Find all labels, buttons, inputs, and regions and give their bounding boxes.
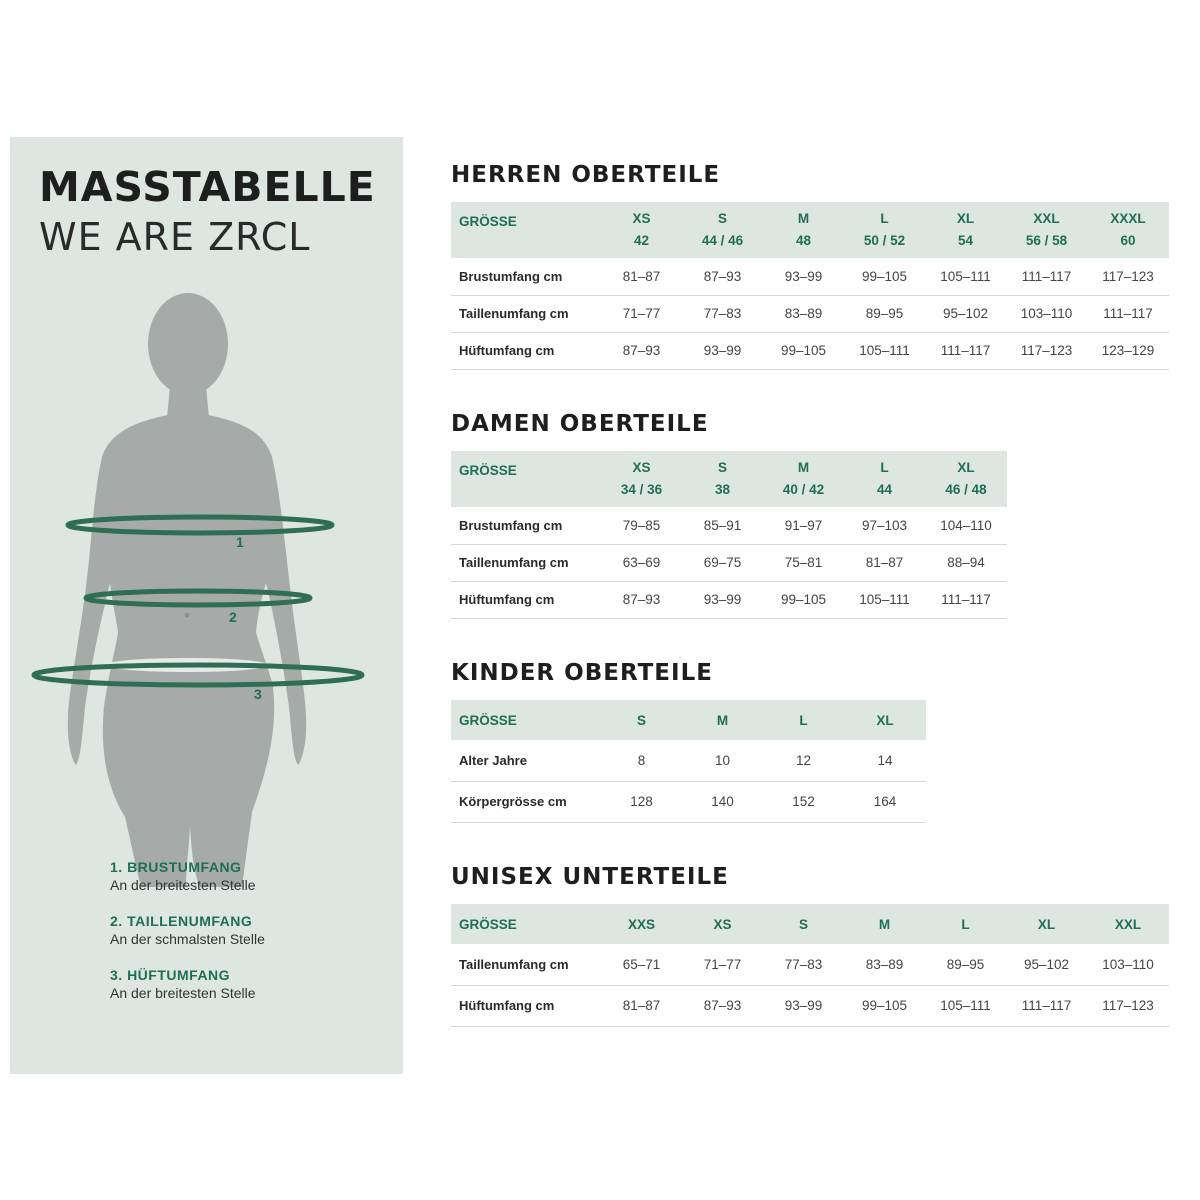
size-header-text: L <box>880 211 889 226</box>
size-header <box>682 202 763 258</box>
table-cell: 89–95 <box>844 295 925 332</box>
table-cell: 95–102 <box>925 295 1006 332</box>
table-cell: 104–110 <box>925 507 1007 544</box>
size-header <box>925 451 1007 507</box>
table-cell: 85–91 <box>682 507 763 544</box>
table-cell: Taillenumfang cm <box>451 944 601 985</box>
table-row <box>451 581 1007 618</box>
size-header: XL <box>844 700 926 740</box>
table-cell: Alter Jahre <box>451 740 601 781</box>
legend-item-waist: 2. TAILLENUMFANG An der schmalsten Stelle <box>110 913 265 947</box>
table-cell: Hüftumfang cm <box>451 332 601 369</box>
size-header <box>844 451 925 507</box>
table-header-row <box>451 904 1169 944</box>
table-cell: 87–93 <box>682 985 763 1026</box>
table-cell: 117–123 <box>1087 985 1169 1026</box>
table-cell: 111–117 <box>925 581 1007 618</box>
header-label: GRÖSSE <box>451 451 601 507</box>
size-header-text: M <box>797 211 810 226</box>
table-cell: Hüftumfang cm <box>451 581 601 618</box>
size-header: L <box>763 700 844 740</box>
measurement-legend <box>110 859 265 1021</box>
measurement-guide-panel <box>10 137 403 1074</box>
table-cell: 164 <box>844 781 926 822</box>
size-header-text: M <box>797 460 810 475</box>
table-cell: 71–77 <box>682 944 763 985</box>
size-header-text: 44 <box>876 482 893 497</box>
size-header-text: 44 / 46 <box>701 233 744 248</box>
table-cell: 99–105 <box>844 258 925 295</box>
table-row <box>451 332 1169 369</box>
size-header: XXL <box>1087 904 1169 944</box>
table-cell: 75–81 <box>763 544 844 581</box>
size-header: XL <box>1006 904 1087 944</box>
size-table-herren <box>451 202 1169 370</box>
size-header-text: XS <box>632 460 651 475</box>
size-header-text: 48 <box>795 233 812 248</box>
table-cell: 89–95 <box>925 944 1006 985</box>
table-cell: 111–117 <box>1006 985 1087 1026</box>
size-header-text: XXXL <box>1110 211 1146 226</box>
table-cell: 91–97 <box>763 507 844 544</box>
section-title-kinder: KINDER OBERTEILE <box>451 660 713 686</box>
table-cell: 93–99 <box>682 581 763 618</box>
size-header <box>844 202 925 258</box>
table-cell: 111–117 <box>1006 258 1087 295</box>
table-cell: 105–111 <box>844 332 925 369</box>
table-cell: 93–99 <box>763 985 844 1026</box>
size-header: M <box>682 700 763 740</box>
size-header-text: 56 / 58 <box>1025 233 1068 248</box>
table-cell: 63–69 <box>601 544 682 581</box>
table-cell: 65–71 <box>601 944 682 985</box>
size-header-text: XL <box>957 460 975 475</box>
size-header <box>925 202 1006 258</box>
table-header-row <box>451 202 1169 258</box>
size-table-kinder <box>451 700 926 823</box>
table-cell: 117–123 <box>1087 258 1169 295</box>
size-header-text: XS <box>632 211 651 226</box>
size-header-text: XL <box>956 211 975 226</box>
table-cell: 99–105 <box>763 581 844 618</box>
table-cell: 12 <box>763 740 844 781</box>
table-row <box>451 507 1007 544</box>
size-header-text: 46 / 48 <box>945 482 987 497</box>
header-label: GRÖSSE <box>451 700 601 740</box>
size-header <box>682 451 763 507</box>
legend-item-hip: 3. HÜFTUMFANG An der breitesten Stelle <box>110 967 256 1001</box>
table-row <box>451 295 1169 332</box>
table-cell: 103–110 <box>1087 944 1169 985</box>
table-cell: 140 <box>682 781 763 822</box>
section-title-herren: HERREN OBERTEILE <box>451 162 721 188</box>
table-row <box>451 985 1169 1026</box>
marker-1: 1 <box>236 534 244 550</box>
table-cell: 93–99 <box>763 258 844 295</box>
table-cell: 99–105 <box>763 332 844 369</box>
table-cell: 10 <box>682 740 763 781</box>
table-row <box>451 544 1007 581</box>
size-header-text: L <box>880 460 889 475</box>
table-cell: 128 <box>601 781 682 822</box>
brand-subtitle: WE ARE ZRCL <box>39 215 311 259</box>
table-row <box>451 781 926 822</box>
table-row <box>451 258 1169 295</box>
table-cell: 105–111 <box>925 258 1006 295</box>
table-cell: 117–123 <box>1006 332 1087 369</box>
marker-3: 3 <box>254 686 262 702</box>
table-cell: Taillenumfang cm <box>451 295 601 332</box>
table-row <box>451 740 926 781</box>
table-cell: 95–102 <box>1006 944 1087 985</box>
table-row <box>451 944 1169 985</box>
size-header: XXS <box>601 904 682 944</box>
table-cell: 111–117 <box>925 332 1006 369</box>
size-header-text: XXL <box>1033 211 1060 226</box>
size-header <box>601 451 682 507</box>
marker-2: 2 <box>229 609 237 625</box>
size-header <box>1087 202 1169 258</box>
size-table-damen <box>451 451 1007 619</box>
size-header-text: S <box>717 460 727 475</box>
table-header-row <box>451 451 1007 507</box>
table-cell: Brustumfang cm <box>451 258 601 295</box>
table-cell: 81–87 <box>601 985 682 1026</box>
table-cell: 81–87 <box>601 258 682 295</box>
size-header: XS <box>682 904 763 944</box>
table-cell: 123–129 <box>1087 332 1169 369</box>
table-cell: 88–94 <box>925 544 1007 581</box>
table-cell: 79–85 <box>601 507 682 544</box>
legend-item-bust: 1. BRUSTUMFANG An der breitesten Stelle <box>110 859 256 893</box>
table-cell: Taillenumfang cm <box>451 544 601 581</box>
size-header-text: S <box>717 211 727 226</box>
size-header: L <box>925 904 1006 944</box>
size-header-text: 40 / 42 <box>782 482 825 497</box>
size-header-text: 42 <box>633 233 650 248</box>
table-cell: 83–89 <box>763 295 844 332</box>
table-cell: Körpergrösse cm <box>451 781 601 822</box>
size-header: S <box>763 904 844 944</box>
size-header <box>1006 202 1087 258</box>
size-header <box>763 202 844 258</box>
body-silhouette-illustration <box>10 287 403 887</box>
size-header-text: 54 <box>957 233 974 248</box>
table-cell: 87–93 <box>601 332 682 369</box>
size-header-text: 50 / 52 <box>863 233 906 248</box>
header-label: GRÖSSE <box>451 202 601 258</box>
table-cell: 105–111 <box>844 581 925 618</box>
table-cell: 71–77 <box>601 295 682 332</box>
table-cell: 111–117 <box>1087 295 1169 332</box>
table-cell: 152 <box>763 781 844 822</box>
table-cell: 87–93 <box>601 581 682 618</box>
table-cell: 14 <box>844 740 926 781</box>
section-title-damen: DAMEN OBERTEILE <box>451 411 709 437</box>
table-cell: 69–75 <box>682 544 763 581</box>
table-cell: 87–93 <box>682 258 763 295</box>
page-title: MASSTABELLE <box>39 163 376 211</box>
size-header <box>601 202 682 258</box>
header-label: GRÖSSE <box>451 904 601 944</box>
table-cell: 99–105 <box>844 985 925 1026</box>
size-header-text: 38 <box>714 482 731 497</box>
table-cell: 77–83 <box>682 295 763 332</box>
table-cell: 77–83 <box>763 944 844 985</box>
size-table-unisex <box>451 904 1169 1027</box>
table-cell: Brustumfang cm <box>451 507 601 544</box>
section-title-unisex: UNISEX UNTERTEILE <box>451 864 729 890</box>
size-header-text: 60 <box>1120 233 1136 248</box>
table-cell: 93–99 <box>682 332 763 369</box>
table-cell: 103–110 <box>1006 295 1087 332</box>
size-header <box>763 451 844 507</box>
table-cell: 105–111 <box>925 985 1006 1026</box>
table-cell: 8 <box>601 740 682 781</box>
table-cell: 83–89 <box>844 944 925 985</box>
table-header-row <box>451 700 926 740</box>
table-cell: 97–103 <box>844 507 925 544</box>
size-header: M <box>844 904 925 944</box>
table-cell: Hüftumfang cm <box>451 985 601 1026</box>
table-cell: 81–87 <box>844 544 925 581</box>
size-header-text: 34 / 36 <box>620 482 663 497</box>
size-header: S <box>601 700 682 740</box>
